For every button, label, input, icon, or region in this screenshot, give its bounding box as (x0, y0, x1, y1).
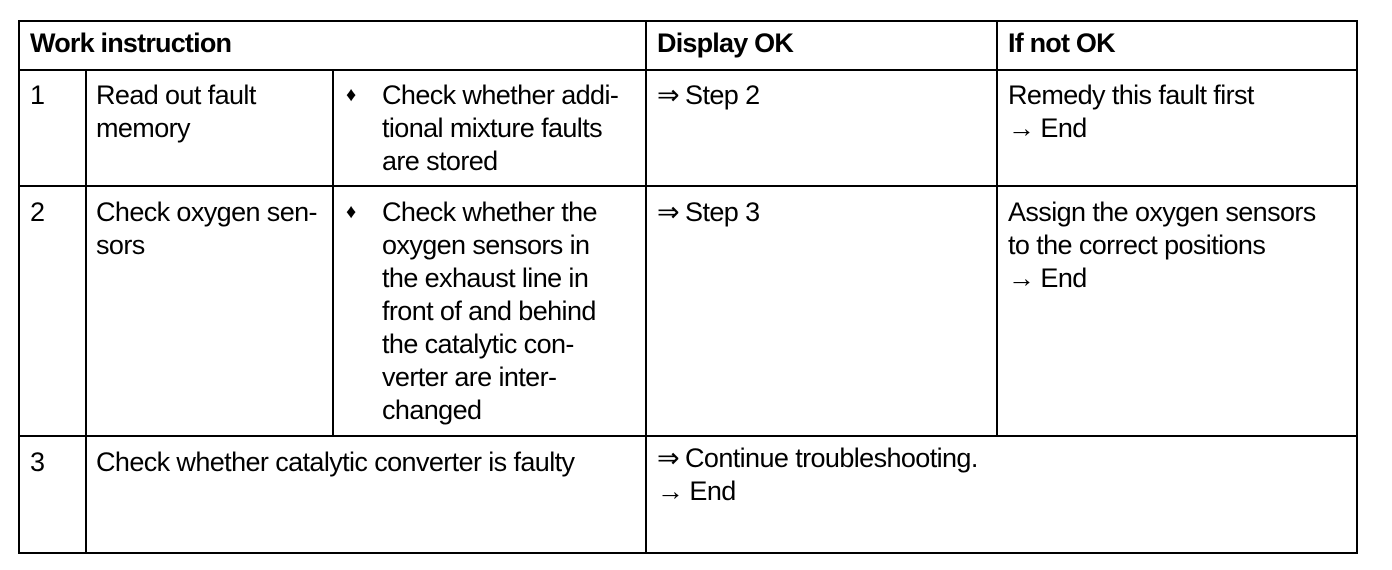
row-1-if-not-ok-line: Remedy this fault first (1008, 80, 1254, 110)
row-2-if-not-ok-end: End (1040, 263, 1087, 293)
row-2-display-ok-text: Step 3 (685, 197, 760, 227)
row-1-action-line: Read out fault (96, 80, 256, 110)
row-1-display-ok (657, 79, 760, 112)
row-3-display-ok-text: Continue troubleshooting. (685, 443, 978, 473)
row-1-action (96, 79, 256, 145)
row-1-check-line: tional mixture faults (382, 113, 602, 143)
row-2-step-number: 2 (30, 197, 45, 227)
implies-arrow-icon: ⇒ (657, 443, 680, 473)
header-work-instruction: Work instruction (30, 28, 232, 58)
row-2-check-line: verter are inter- (382, 362, 557, 392)
work-instruction-table (18, 20, 1358, 554)
row-1-check-line: Check whether addi- (382, 80, 619, 110)
header-if-not-ok: If not OK (1008, 28, 1115, 58)
row-3-display-ok (657, 442, 978, 508)
row-1-check (382, 79, 618, 178)
row-1-step-number: 1 (30, 80, 45, 110)
row-3-display-ok-end: End (689, 476, 736, 506)
col-display-ok-divider (645, 22, 647, 552)
row-2-bullet-icon: ♦ (346, 201, 357, 223)
row-2-if-not-ok-line: to the correct positions (1008, 230, 1266, 260)
row-2-action-line: sors (96, 230, 145, 260)
header-divider (20, 69, 1356, 71)
col-action-divider (332, 69, 334, 437)
right-arrow-icon: → (1008, 113, 1035, 143)
right-arrow-icon: → (657, 476, 684, 506)
row-3-action-line: Check whether catalytic converter is faulty (96, 447, 575, 477)
row-2-check-line: changed (382, 395, 482, 425)
row-1-if-not-ok-end: End (1040, 113, 1087, 143)
row-2-divider (20, 435, 1356, 437)
row-2-check-line: the catalytic con- (382, 329, 574, 359)
row-2-if-not-ok (1008, 196, 1316, 295)
row-1-action-line: memory (96, 113, 190, 143)
implies-arrow-icon: ⇒ (657, 197, 680, 227)
row-3-action (96, 446, 574, 479)
header-display-ok: Display OK (657, 28, 794, 58)
row-1-if-not-ok (1008, 79, 1254, 145)
row-2-check-line: oxygen sensors in (382, 230, 590, 260)
row-2-check-line: the exhaust line in (382, 263, 589, 293)
col-if-not-ok-divider (996, 22, 998, 437)
row-1-display-ok-text: Step 2 (685, 80, 760, 110)
right-arrow-icon: → (1008, 263, 1035, 293)
row-1-bullet-icon: ♦ (346, 84, 357, 106)
row-2-if-not-ok-line: Assign the oxygen sensors (1008, 197, 1316, 227)
row-3-step-number: 3 (30, 447, 45, 477)
row-2-display-ok (657, 196, 760, 229)
row-2-check (382, 196, 597, 427)
row-2-action-line: Check oxygen sen- (96, 197, 317, 227)
row-2-check-line: front of and behind (382, 296, 596, 326)
col-step-divider (85, 69, 87, 552)
implies-arrow-icon: ⇒ (657, 80, 680, 110)
row-2-action (96, 196, 317, 262)
row-2-check-line: Check whether the (382, 197, 597, 227)
row-1-divider (20, 185, 1356, 187)
row-1-check-line: are stored (382, 146, 498, 176)
